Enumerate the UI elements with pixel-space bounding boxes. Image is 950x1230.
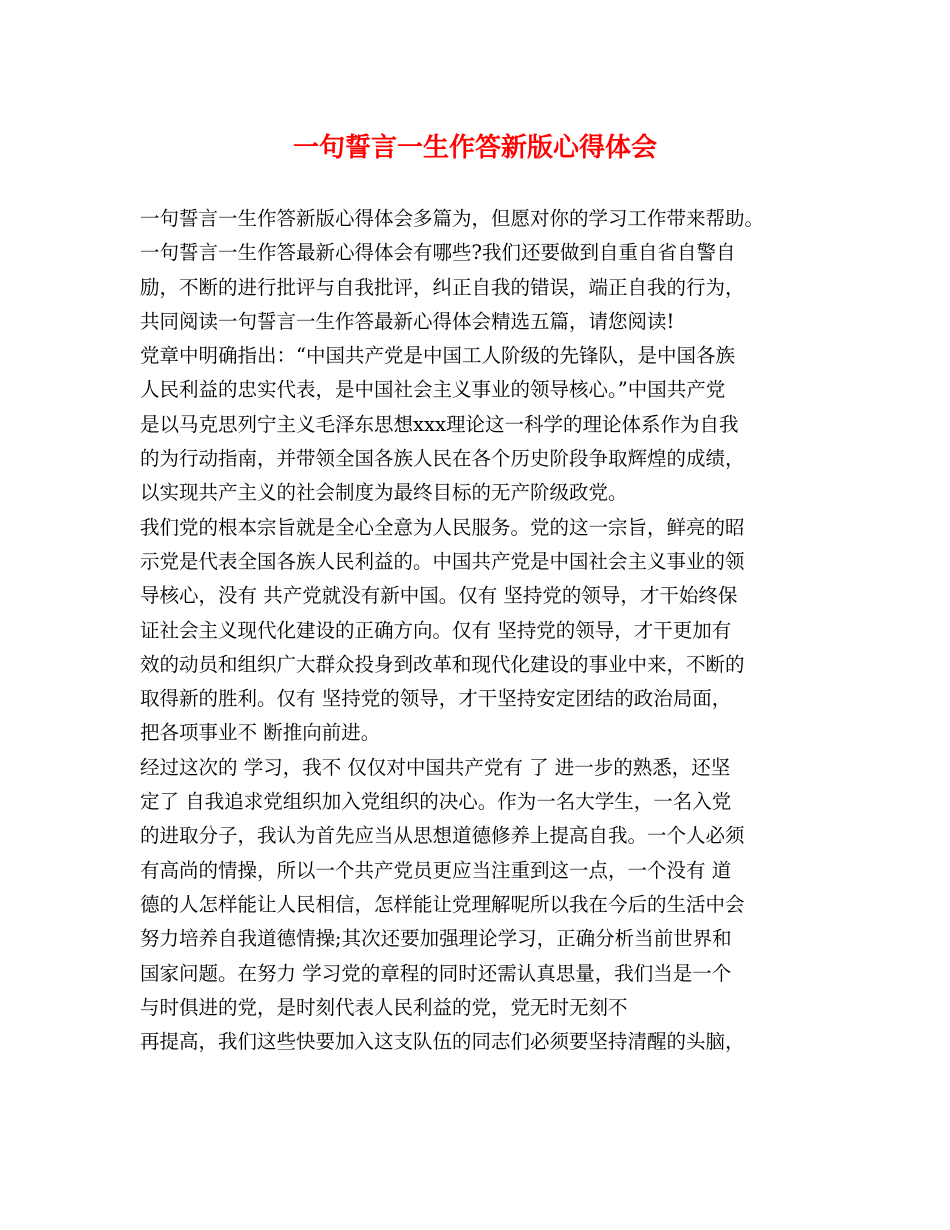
text-line: 我们党的根本宗旨就是全心全意为人民服务。党的这一宗旨，鲜亮的昭 <box>140 515 745 539</box>
text-line: 经过这次的 学习，我不 仅仅对中国共产党有 了 进一步的熟悉，还坚 <box>140 755 731 779</box>
text-line: 励，不断的进行批评与自我批评，纠正自我的错误，端正自我的行为， <box>140 275 745 299</box>
text-line: 的为行动指南，并带领全国各族人民在各个历史阶段争取辉煌的成绩， <box>140 447 745 471</box>
text-line: 德的人怎样能让人民相信，怎样能让党理解呢所以我在今后的生活中会 <box>140 892 745 916</box>
text-line: 是以马克思列宁主义毛泽东思想xxx理论这一科学的理论体系作为自我 <box>140 412 739 436</box>
text-line: 努力培养自我道德情操;其次还要加强理论学习，正确分析当前世界和 <box>140 927 732 951</box>
text-line: 有高尚的情操，所以一个共产党员更应当注重到这一点，一个没有 道 <box>140 858 732 882</box>
text-line: 证社会主义现代化建设的正确方向。仅有 坚持党的领导，才干更加有 <box>140 618 732 642</box>
document-title: 一句誓言一生作答新版心得体会 <box>292 133 657 163</box>
text-line: 效的动员和组织广大群众投身到改革和现代化建设的事业中来，不断的 <box>140 652 745 676</box>
text-line: 人民利益的忠实代表，是中国社会主义事业的领导核心。”中国共产党 <box>140 378 726 402</box>
document-body <box>140 202 840 1059</box>
text-line: 示党是代表全国各族人民利益的。中国共产党是中国社会主义事业的领 <box>140 549 745 573</box>
text-line: 国家问题。在努力 学习党的章程的同时还需认真思量，我们当是一个 <box>140 961 732 985</box>
text-line: 再提高，我们这些快要加入这支队伍的同志们必须要坚持清醒的头脑， <box>140 1030 745 1054</box>
text-line: 的进取分子，我认为首先应当从思想道德修养上提高自我。一个人必须 <box>140 824 745 848</box>
text-line: 以实现共产主义的社会制度为最终目标的无产阶级政党。 <box>140 481 628 505</box>
text-line: 一句誓言一生作答新版心得体会多篇为，但愿对你的学习工作带来帮助。 <box>140 207 765 230</box>
text-line: 把各项事业不 断推向前进。 <box>140 721 381 745</box>
text-line: 导核心，没有 共产党就没有新中国。仅有 坚持党的领导，才干始终保 <box>140 584 738 608</box>
text-line: 与时俱进的党，是时刻代表人民利益的党，党无时无刻不 <box>140 995 628 1019</box>
text-line: 一句誓言一生作答最新心得体会有哪些?我们还要做到自重自省自警自 <box>140 241 736 265</box>
text-line: 取得新的胜利。仅有 坚持党的领导，才干坚持安定团结的政治局面， <box>140 687 732 711</box>
text-line: 共同阅读一句誓言一生作答最新心得体会精选五篇，请您阅读! <box>140 309 675 333</box>
text-line: 定了 自我追求党组织加入党组织的决心。作为一名大学生，一名入党 <box>140 790 732 814</box>
text-line: 党章中明确指出：“中国共产党是中国工人阶级的先锋队，是中国各族 <box>140 344 735 368</box>
